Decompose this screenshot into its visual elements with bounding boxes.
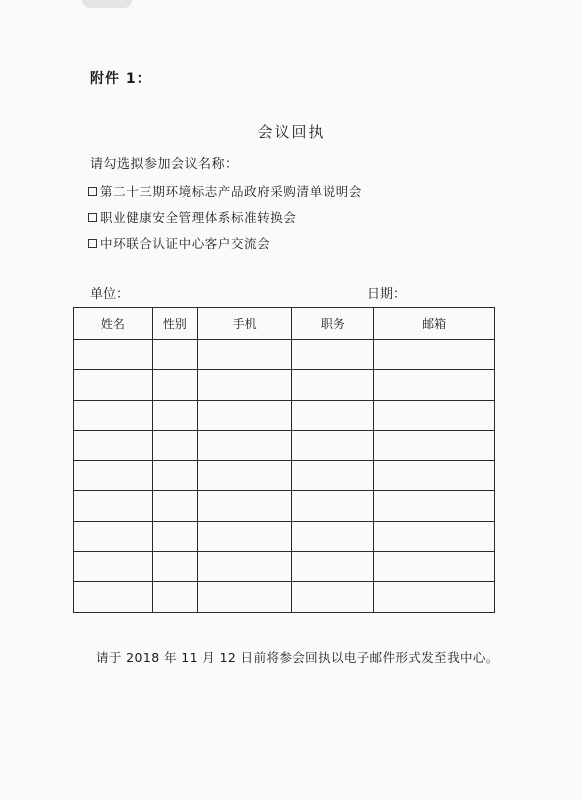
cell-name[interactable]	[74, 552, 153, 582]
selection-prompt: 请勾选拟参加会议名称：	[90, 157, 239, 172]
cell-email[interactable]	[374, 491, 495, 521]
cell-position[interactable]	[292, 340, 374, 370]
unit-label: 单位：	[90, 287, 130, 302]
cell-email[interactable]	[374, 430, 495, 460]
cell-name[interactable]	[74, 461, 153, 491]
cell-mobile[interactable]	[197, 461, 292, 491]
column-header-gender: 性别	[152, 308, 197, 340]
cell-email[interactable]	[374, 340, 495, 370]
meeting-option[interactable]	[88, 204, 362, 230]
date-label: 日期：	[367, 287, 407, 302]
column-header-mobile: 手机	[197, 308, 292, 340]
checkbox[interactable]	[88, 213, 97, 222]
page-title: 会议回执	[257, 123, 326, 141]
cell-email[interactable]	[374, 370, 495, 400]
cell-position[interactable]	[292, 400, 374, 430]
cell-mobile[interactable]	[197, 521, 292, 551]
cell-email[interactable]	[374, 521, 495, 551]
meeting-option[interactable]	[88, 230, 362, 256]
cell-name[interactable]	[74, 582, 153, 612]
cell-gender[interactable]	[152, 491, 197, 521]
cell-gender[interactable]	[152, 521, 197, 551]
cell-gender[interactable]	[152, 400, 197, 430]
cell-email[interactable]	[374, 582, 495, 612]
table-row	[74, 340, 495, 370]
checkbox[interactable]	[88, 239, 97, 248]
meeting-option-label: 中环联合认证中心客户交流会	[100, 236, 271, 251]
cell-mobile[interactable]	[197, 491, 292, 521]
column-header-name: 姓名	[74, 308, 153, 340]
table-body	[74, 340, 495, 613]
cell-name[interactable]	[74, 491, 153, 521]
cell-name[interactable]	[74, 340, 153, 370]
cell-email[interactable]	[374, 461, 495, 491]
cell-position[interactable]	[292, 430, 374, 460]
table-header-row	[74, 308, 495, 340]
cell-gender[interactable]	[152, 461, 197, 491]
cell-mobile[interactable]	[197, 400, 292, 430]
meeting-options	[88, 178, 362, 256]
table-row	[74, 370, 495, 400]
table-row	[74, 491, 495, 521]
table-row	[74, 521, 495, 551]
table-row	[74, 461, 495, 491]
table-row	[74, 430, 495, 460]
cell-name[interactable]	[74, 370, 153, 400]
cell-name[interactable]	[74, 430, 153, 460]
attachment-label: 附件 1：	[90, 71, 152, 87]
cell-mobile[interactable]	[197, 370, 292, 400]
cell-mobile[interactable]	[197, 552, 292, 582]
cell-gender[interactable]	[152, 552, 197, 582]
cell-gender[interactable]	[152, 582, 197, 612]
cell-name[interactable]	[74, 400, 153, 430]
cell-position[interactable]	[292, 521, 374, 551]
column-header-email: 邮箱	[374, 308, 495, 340]
registration-table	[73, 307, 495, 613]
cell-name[interactable]	[74, 521, 153, 551]
column-header-position: 职务	[292, 308, 374, 340]
meeting-option-label: 第二十三期环境标志产品政府采购清单说明会	[100, 184, 363, 199]
cell-email[interactable]	[374, 552, 495, 582]
meeting-option-label: 职业健康安全管理体系标准转换会	[100, 210, 297, 225]
table-row	[74, 400, 495, 430]
cell-position[interactable]	[292, 582, 374, 612]
cell-mobile[interactable]	[197, 582, 292, 612]
table-row	[74, 582, 495, 612]
checkbox[interactable]	[88, 187, 97, 196]
cell-email[interactable]	[374, 400, 495, 430]
cell-position[interactable]	[292, 552, 374, 582]
cell-position[interactable]	[292, 461, 374, 491]
cell-position[interactable]	[292, 370, 374, 400]
cell-mobile[interactable]	[197, 340, 292, 370]
scan-mark	[82, 0, 132, 8]
table-row	[74, 552, 495, 582]
footer-note: 请于 2018 年 11 月 12 日前将参会回执以电子邮件形式发至我中心。	[96, 650, 499, 665]
cell-gender[interactable]	[152, 370, 197, 400]
cell-gender[interactable]	[152, 340, 197, 370]
cell-mobile[interactable]	[197, 430, 292, 460]
cell-gender[interactable]	[152, 430, 197, 460]
cell-position[interactable]	[292, 491, 374, 521]
meeting-option[interactable]	[88, 178, 362, 204]
